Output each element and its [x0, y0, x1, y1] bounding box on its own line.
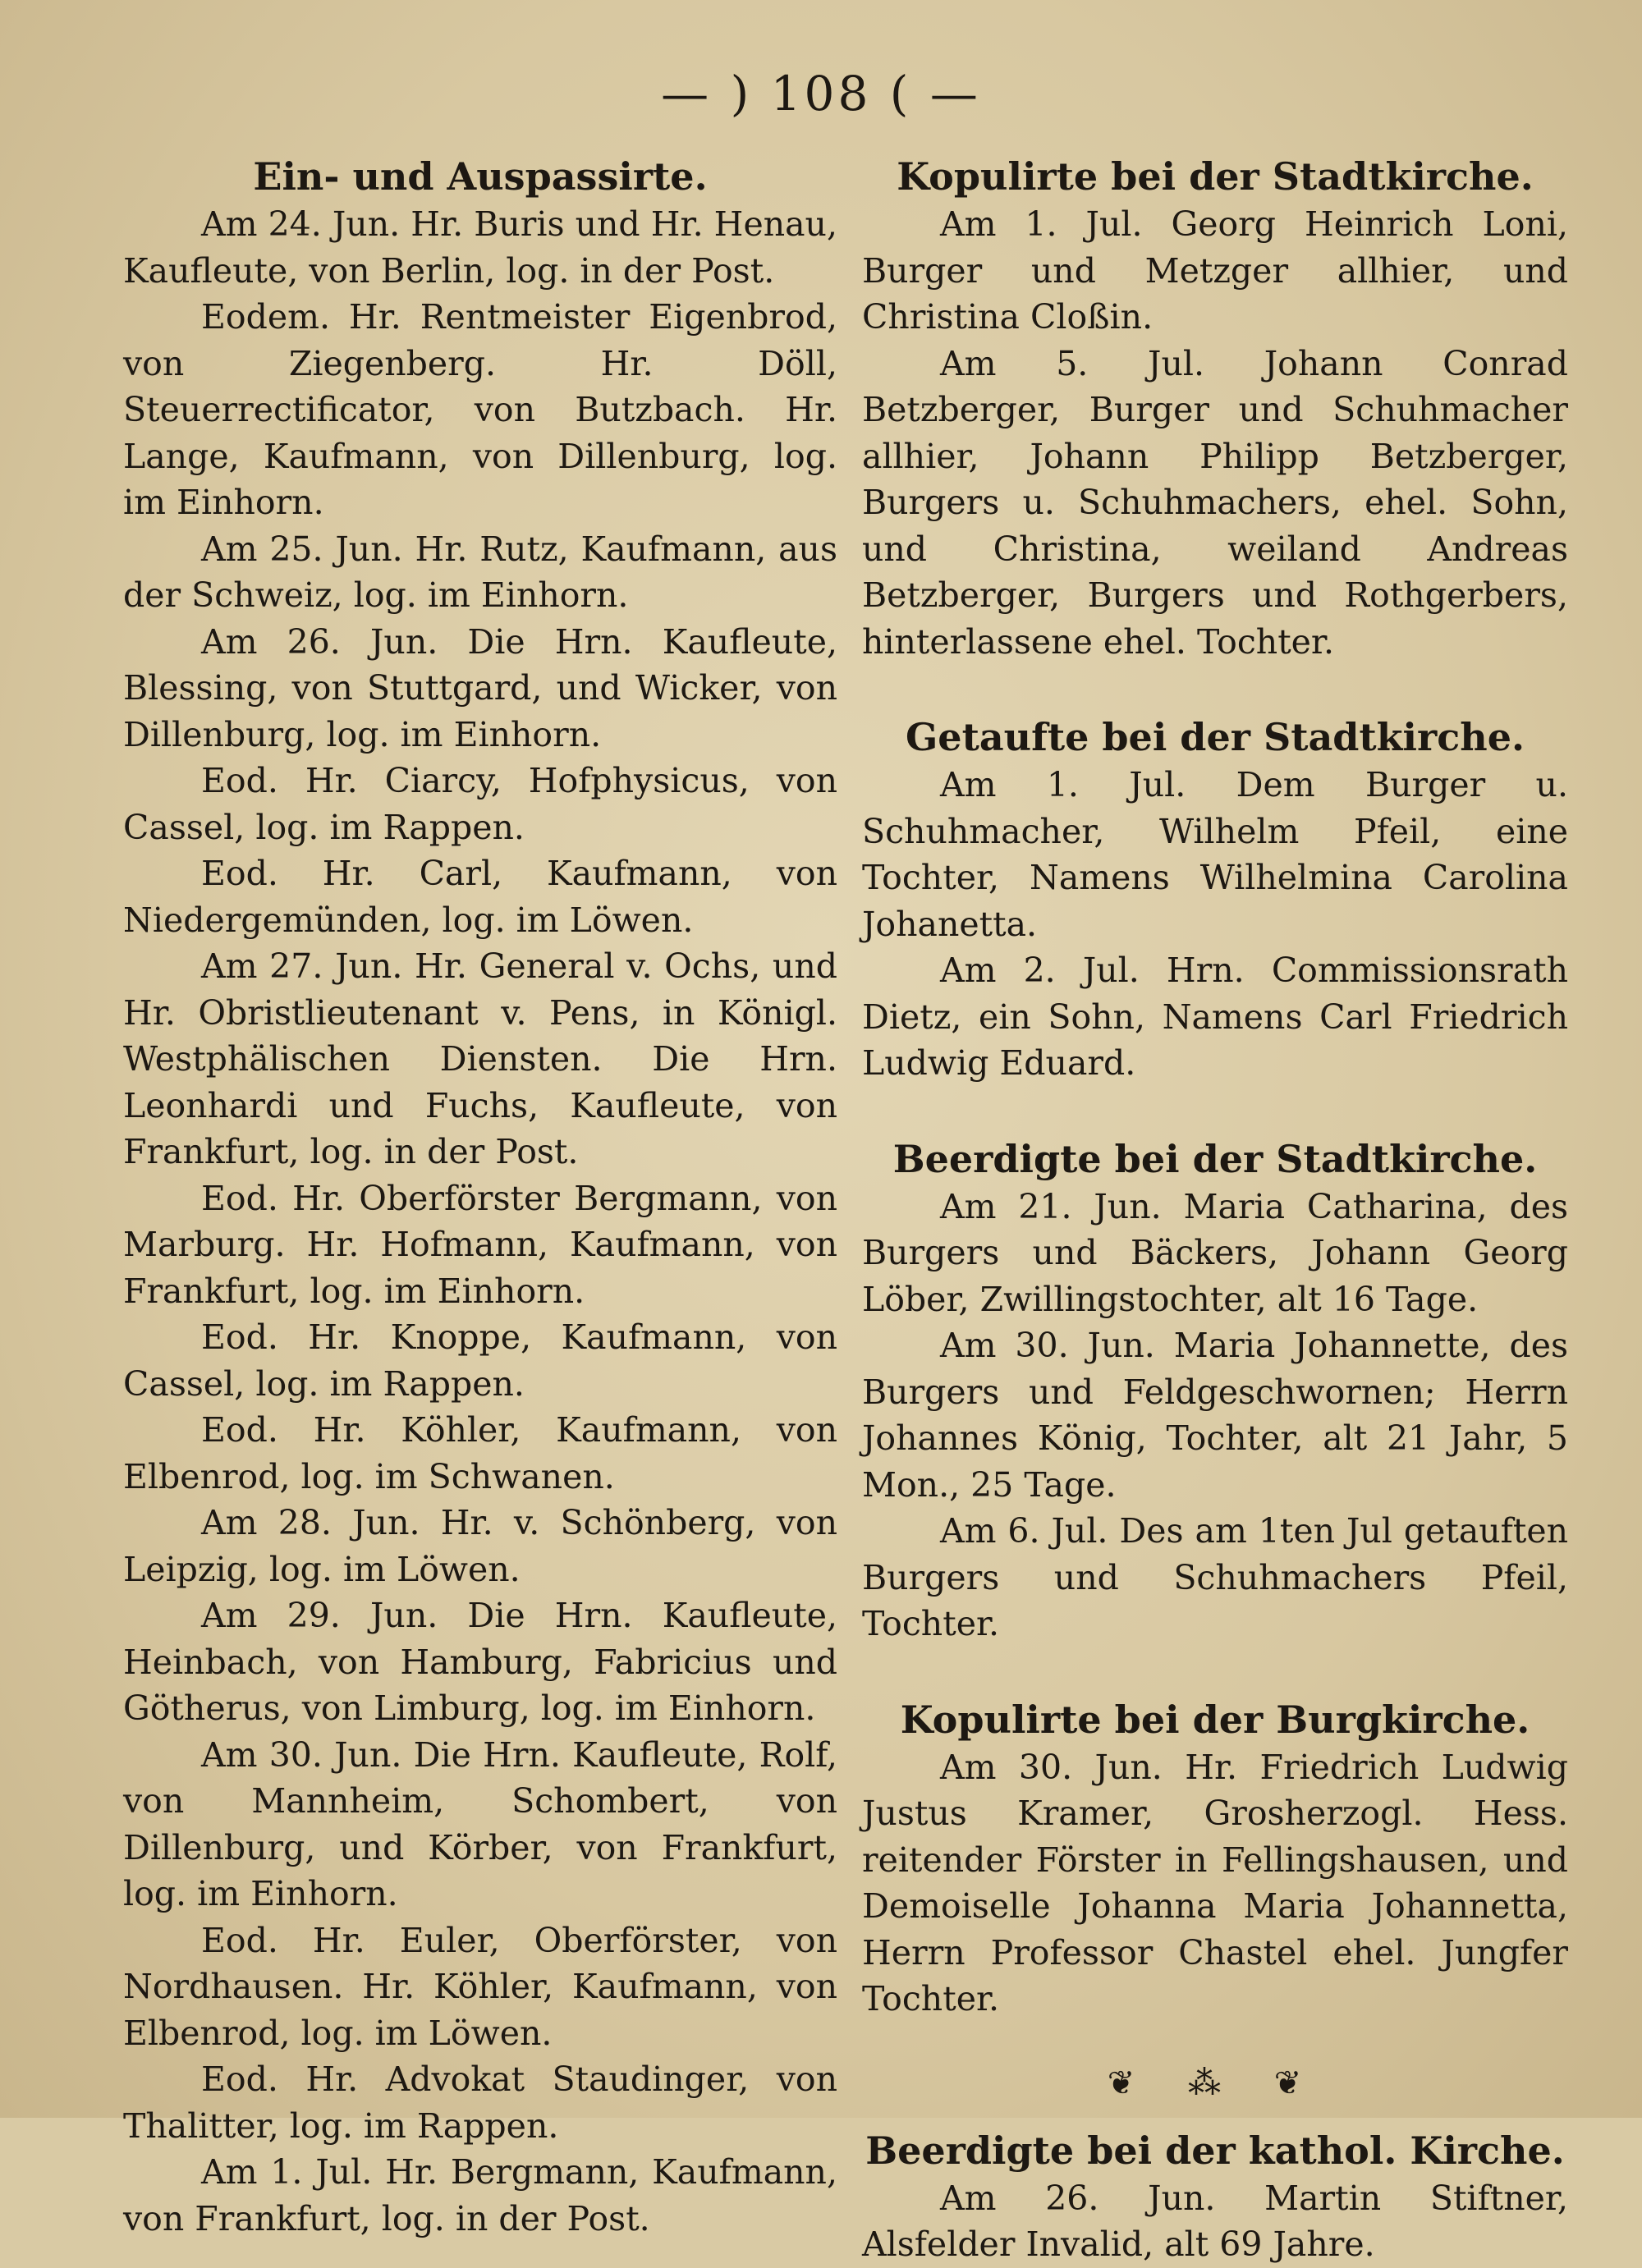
entry-paragraph: Am 30. Jun. Die Hrn. Kaufleute, Rolf, von Mannheim, Schombert, von Dillenburg, und Körber, von Frankfurt, log. im Einhorn.	[123, 1734, 837, 1913]
entry-paragraph: Eodem. Hr. Rentmeister Eigenbrod, von Ziegenberg. Hr. Döll, Steuerrectificator, von Butzbach. Hr. Lange, Kaufmann, von Dillenburg, log. im Einhorn.	[123, 297, 837, 522]
entry-paragraph: Am 1. Jul. Hr. Bergmann, Kaufmann, von Frankfurt, log. in der Post.	[123, 2152, 837, 2238]
entry-paragraph: Eod. Hr. Knoppe, Kaufmann, von Cassel, log. im Rappen.	[123, 1317, 837, 1404]
entry-paragraph: Am 26. Jun. Die Hrn. Kaufleute, Blessing, von Stuttgard, und Wicker, von Dillenburg, log. im Einhorn.	[123, 621, 837, 754]
section-heading-kopulirte-burgkirche: Kopulirte bei der Burgkirche.	[900, 1697, 1530, 1742]
page-number-header: — ) 108 ( —	[661, 66, 981, 121]
section-heading-ein-und-auspassirte: Ein- und Auspassirte.	[253, 154, 708, 199]
entry-paragraph: Am 1. Jul. Dem Burger u. Schuhmacher, Wilhelm Pfeil, eine Tochter, Namens Wilhelmina Carolina Johanetta.	[862, 765, 1568, 944]
entry-paragraph: Am 27. Jun. Hr. General v. Ochs, und Hr. Obristlieutenant v. Pens, in Königl. Westphälischen Diensten. Die Hrn. Leonhardi und Fuchs, Kaufleute, von Frankfurt, log. in der Post.	[123, 946, 837, 1171]
entry-paragraph: Am 30. Jun. Hr. Friedrich Ludwig Justus Kramer, Grosherzogl. Hess. reitender Förster in Fellingshausen, und Demoiselle Johanna Maria Johannetta, Herrn Professor Chastel ehel. Jungfer Tochter.	[862, 1747, 1568, 2018]
entry-paragraph: Eod. Hr. Köhler, Kaufmann, von Elbenrod, log. im Schwanen.	[123, 1410, 837, 1496]
section-heading-beerdigte-kathol-kirche: Beerdigte bei der kathol. Kirche.	[865, 2128, 1565, 2173]
right-column	[862, 152, 1568, 2268]
ornament-divider: ❦ ⁂ ❦	[1107, 2064, 1323, 2102]
entry-paragraph: Am 25. Jun. Hr. Rutz, Kaufmann, aus der Schweiz, log. im Einhorn.	[123, 529, 837, 615]
entry-paragraph: Eod. Hr. Advokat Staudinger, von Thalitter, log. im Rappen.	[123, 2060, 837, 2146]
entry-paragraph: Am 21. Jun. Maria Catharina, des Burgers und Bäckers, Johann Georg Löber, Zwillingstochter, alt 16 Tage.	[862, 1186, 1568, 1319]
entry-paragraph: Am 2. Jul. Hrn. Commissionsrath Dietz, ein Sohn, Namens Carl Friedrich Ludwig Eduard.	[862, 951, 1568, 1083]
entry-paragraph: Am 6. Jul. Des am 1ten Jul getauften Burgers und Schuhmachers Pfeil, Tochter.	[862, 1511, 1568, 1643]
entry-paragraph: Am 29. Jun. Die Hrn. Kaufleute, Heinbach, von Hamburg, Fabricius und Götherus, von Limburg, log. im Einhorn.	[123, 1596, 837, 1728]
entry-paragraph: Eod. Hr. Ciarcy, Hofphysicus, von Cassel, log. im Rappen.	[123, 761, 837, 847]
entry-paragraph: Am 1. Jul. Georg Heinrich Loni, Burger und Metzger allhier, und Christina Cloßin.	[862, 204, 1568, 337]
entry-paragraph: Am 5. Jul. Johann Conrad Betzberger, Burger und Schuhmacher allhier, Johann Philipp Betzberger, Burgers u. Schuhmachers, ehel. Sohn, und Christina, weiland Andreas Betzberger, Burgers und Rothgerbers, hinterlassene ehel. Tochter.	[862, 343, 1568, 662]
entry-paragraph: Eod. Hr. Euler, Oberförster, von Nordhausen. Hr. Köhler, Kaufmann, von Elbenrod, log. im Löwen.	[123, 1920, 837, 2053]
entry-paragraph: Eod. Hr. Carl, Kaufmann, von Niedergemünden, log. im Löwen.	[123, 854, 837, 940]
entry-paragraph: Am 24. Jun. Hr. Buris und Hr. Henau, Kaufleute, von Berlin, log. in der Post.	[123, 204, 837, 291]
section-heading-beerdigte-stadtkirche: Beerdigte bei der Stadtkirche.	[892, 1136, 1538, 1181]
entry-paragraph: Am 28. Jun. Hr. v. Schönberg, von Leipzig, log. im Löwen.	[123, 1503, 837, 1589]
section-heading-getaufte-stadtkirche: Getaufte bei der Stadtkirche.	[906, 715, 1525, 759]
left-column	[123, 152, 837, 2242]
section-heading-kopulirte-stadtkirche: Kopulirte bei der Stadtkirche.	[897, 154, 1534, 199]
entry-paragraph: Eod. Hr. Oberförster Bergmann, von Marburg. Hr. Hofmann, Kaufmann, von Frankfurt, log. im Einhorn.	[123, 1178, 837, 1311]
entry-paragraph: Am 26. Jun. Martin Stiftner, Alsfelder Invalid, alt 69 Jahre.	[862, 2178, 1568, 2264]
entry-paragraph: Am 30. Jun. Maria Johannette, des Burgers und Feldgeschwornen; Herrn Johannes König, Tochter, alt 21 Jahr, 5 Mon., 25 Tage.	[862, 1326, 1568, 1505]
